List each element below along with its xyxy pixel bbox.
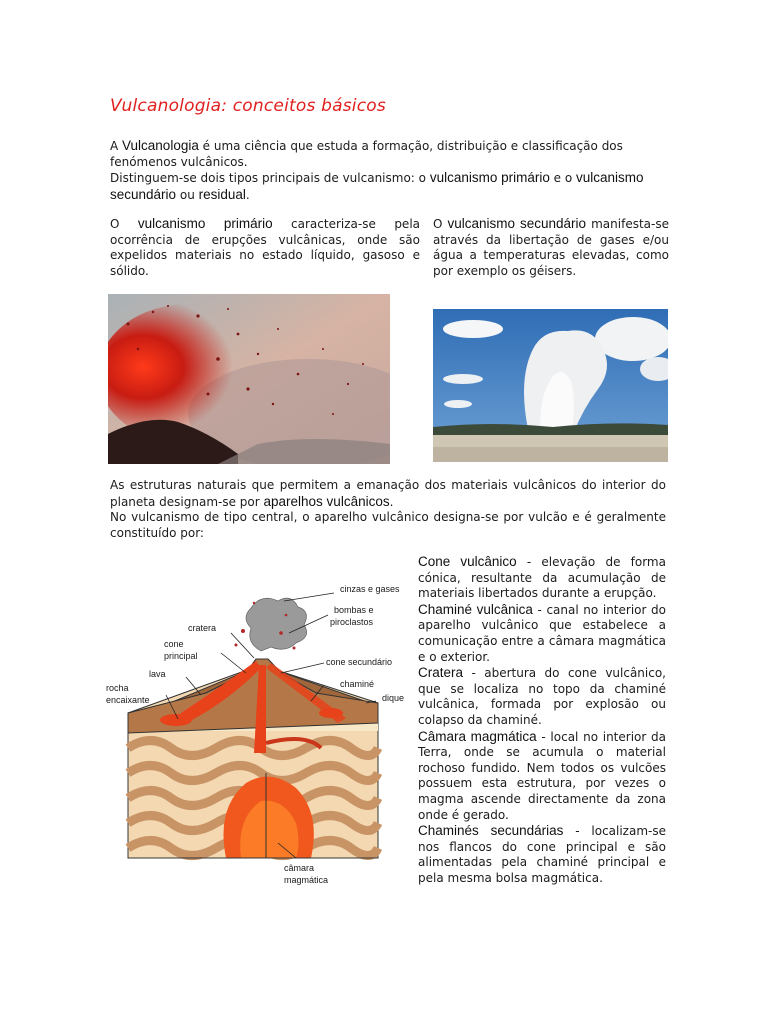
definition-term: Chaminés secundárias <box>418 823 564 839</box>
label-dique: dique <box>382 693 405 703</box>
keyword-secondary: vulcanismo secundário <box>447 216 587 231</box>
eruption-photo <box>108 294 390 464</box>
definition-cratera <box>418 665 666 728</box>
keyword-residual: residual <box>198 186 246 202</box>
definition-term: Cratera <box>418 665 464 681</box>
definition-cone <box>418 554 666 602</box>
definition-chamine <box>418 602 666 665</box>
label-bombas: bombas e <box>334 605 374 615</box>
structures-paragraph <box>110 478 666 541</box>
intro-text: é uma ciência que estuda a formação, distribuição e classificação dos fenómenos vulcânicos. <box>110 139 623 169</box>
label-cratera: cratera <box>188 623 217 633</box>
label-cone-secundario: cone secundário <box>326 657 393 667</box>
keyword-aparelhos: aparelhos vulcânicos <box>263 493 390 509</box>
intro-text: ou <box>176 187 199 202</box>
structures-text: No vulcanismo de tipo central, o aparelho vulcânico designa-se por vulcão e é geralmente constituído por: <box>110 510 666 540</box>
structures-text: As estruturas naturais que permitem a emanação dos materiais vulcânicos do interior do planeta designam-se por <box>110 478 666 509</box>
definition-term: Chaminé vulcânica <box>418 601 533 617</box>
label-camara: câmara <box>284 863 315 873</box>
intro-paragraph <box>110 138 662 203</box>
label-encaixante: encaixante <box>106 695 150 705</box>
definitions-list <box>418 554 666 886</box>
definition-term: Câmara magmática <box>418 728 537 744</box>
secondary-text: manifesta-se através da libertação de gases e/ou água a temperaturas elevadas, como por exemplo os géisers. <box>433 217 669 278</box>
geyser-photo <box>433 309 668 462</box>
label-cinzas: cinzas e gases <box>340 584 400 594</box>
page-title: Vulcanologia: conceitos básicos <box>110 96 386 116</box>
intro-text: . <box>245 187 250 202</box>
structures-text: . <box>389 494 394 509</box>
definition-term: Cone vulcânico <box>418 554 517 569</box>
primary-volcanism-paragraph <box>110 216 420 279</box>
intro-text: e o <box>549 171 577 186</box>
label-magmatica: magmática <box>284 875 329 885</box>
secondary-volcanism-paragraph <box>433 216 669 279</box>
volcano-diagram <box>106 573 412 895</box>
intro-text: A <box>110 139 123 153</box>
keyword-vulcanologia: Vulcanologia <box>122 138 199 153</box>
definition-text: - local no interior da Terra, onde se acumula o material rochoso fundido. Nem todos os vulcões possuem esta estrutura, por vezes o magma ascende directamente da zona onde é gerado. <box>418 729 666 822</box>
definition-text: - elevação de forma cónica, resultante da acumulação de materiais libertados durante a erupção. <box>418 555 666 601</box>
definition-text: - localizam-se nos flancos do cone principal e são alimentadas pela chaminé principal e pela mesma bolsa magmática. <box>418 824 666 885</box>
label-piroclastos: piroclastos <box>330 617 374 627</box>
label-cone: cone <box>164 639 184 649</box>
keyword-vulcanismo-primario: vulcanismo primário <box>429 170 550 186</box>
primary-text: O <box>110 217 138 231</box>
definition-chamines-secundarias <box>418 823 666 886</box>
keyword-primary: vulcanismo primário <box>137 216 273 231</box>
label-principal: principal <box>164 651 198 661</box>
label-lava: lava <box>149 669 166 679</box>
definition-camara <box>418 729 666 824</box>
label-chamine: chaminé <box>340 679 375 689</box>
definition-text: - canal no interior do aparelho vulcânico que estabelece a comunicação entre a câmara magmática e o exterior. <box>418 602 667 664</box>
secondary-text: O <box>433 217 448 231</box>
primary-text: caracteriza-se pela ocorrência de erupções vulcânicas, onde são expelidos materiais no estado líquido, gasoso e sólido. <box>110 217 420 278</box>
intro-text: Distinguem-se dois tipos principais de vulcanismo: o <box>110 171 430 186</box>
label-rocha: rocha <box>106 683 129 693</box>
definition-text: - abertura do cone vulcânico, que se localiza no topo da chaminé vulcânica, formada por explosão ou colapso da chaminé. <box>418 666 666 727</box>
keyword-vulcanismo-secundario: vulcanismo secundário <box>110 170 644 202</box>
